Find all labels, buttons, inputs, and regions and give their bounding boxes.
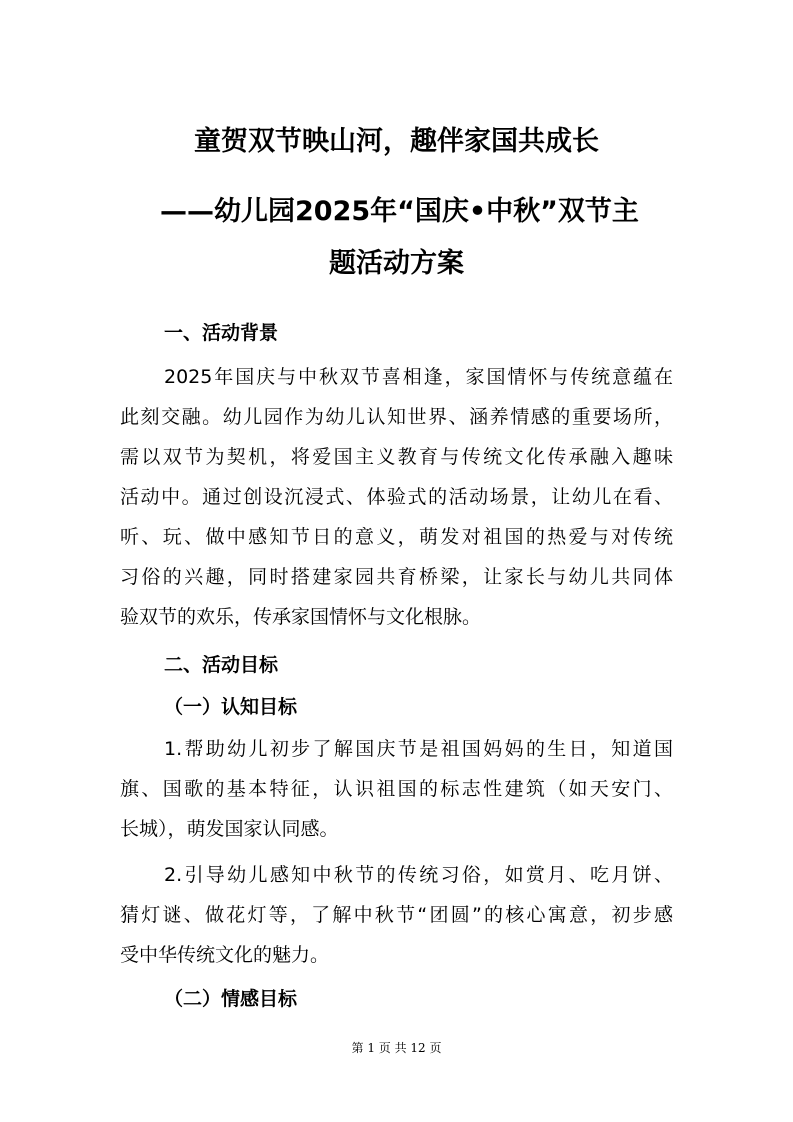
paragraph-line: 旗、国歌的基本特征，认识祖国的标志性建筑（如天安门、 [120, 778, 673, 800]
document-subtitle-line2: 题活动方案 [329, 248, 464, 279]
subsection-heading-emotional: （二）情感目标 [164, 988, 298, 1010]
paragraph-line: 习俗的兴趣，同时搭建家园共育桥梁，让家长与幼儿共同体 [120, 566, 673, 588]
section-heading-goals: 二、活动目标 [164, 654, 279, 676]
paragraph-line: 长城），萌发国家认同感。 [120, 818, 339, 840]
paragraph-line: 受中华传统文化的魅力。 [120, 944, 330, 966]
paragraph-line: 验双节的欢乐，传承家国情怀与文化根脉。 [120, 606, 482, 628]
paragraph-line: 听、玩、做中感知节日的意义，萌发对祖国的热爱与对传统 [120, 526, 673, 548]
paragraph-line: 需以双节为契机，将爱国主义教育与传统文化传承融入趣味 [120, 446, 673, 468]
paragraph-line: 1.帮助幼儿初步了解国庆节是祖国妈妈的生日，知道国 [164, 738, 673, 760]
page-footer: 第 1 页 共 12 页 [351, 1041, 442, 1055]
paragraph-line: 活动中。通过创设沉浸式、体验式的活动场景，让幼儿在看、 [120, 486, 673, 508]
section-heading-background: 一、活动背景 [164, 322, 279, 344]
paragraph-line: 此刻交融。幼儿园作为幼儿认知世界、涵养情感的重要场所， [120, 406, 673, 428]
subsection-heading-cognitive: （一）认知目标 [164, 696, 298, 718]
document-subtitle-line1: ——幼儿园2025年“国庆•中秋”双节主 [160, 196, 639, 227]
paragraph-line: 猜灯谜、做花灯等，了解中秋节“团圆”的核心寓意，初步感 [120, 904, 673, 926]
paragraph-line: 2025年国庆与中秋双节喜相逢，家国情怀与传统意蕴在 [164, 366, 673, 388]
paragraph-line: 2.引导幼儿感知中秋节的传统习俗，如赏月、吃月饼、 [164, 864, 673, 886]
document-title: 童贺双节映山河，趣伴家国共成长 [194, 126, 599, 157]
